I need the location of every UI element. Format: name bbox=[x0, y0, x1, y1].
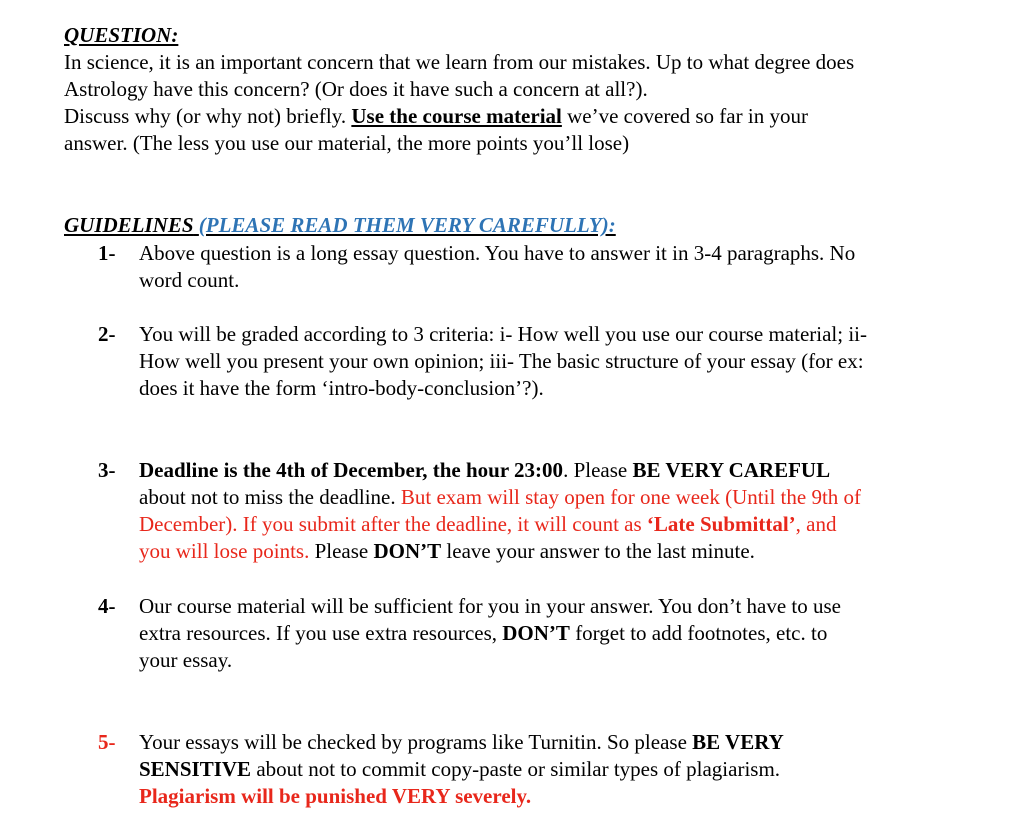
last-minute-text: leave your answer to the last minute. bbox=[446, 539, 755, 563]
guideline-3-line-2-start: about not to miss the deadline. bbox=[139, 485, 396, 509]
deadline-after: . Please bbox=[563, 458, 628, 482]
guideline-number: 2- bbox=[98, 322, 116, 346]
lose-points-note: you will lose points. bbox=[139, 539, 310, 563]
please-text: Please bbox=[314, 539, 369, 563]
dont-emphasis: DON’T bbox=[502, 621, 570, 645]
guideline-2-line-1: You will be graded according to 3 criteria: i- How well you use our course material; ii- bbox=[139, 322, 867, 346]
guideline-text bbox=[139, 593, 999, 674]
question-line-3-start: Discuss why (or why not) briefly. bbox=[64, 104, 347, 128]
guideline-5-line-1-start: Your essays will be checked by programs like Turnitin. So please bbox=[139, 730, 687, 754]
guideline-4-line-2-start: extra resources. If you use extra resources, bbox=[139, 621, 498, 645]
guideline-5-line-2 bbox=[139, 756, 999, 783]
question-line-3-end: we’ve covered so far in your bbox=[567, 104, 808, 128]
question-line-3 bbox=[64, 103, 994, 130]
guidelines-note: (PLEASE READ THEM VERY CAREFULLY): bbox=[198, 213, 616, 237]
guideline-number: 1- bbox=[98, 241, 116, 265]
sensitive-emphasis: SENSITIVE bbox=[139, 757, 252, 781]
guideline-text bbox=[139, 457, 999, 565]
dont-emphasis: DON’T bbox=[373, 539, 442, 563]
question-line-2: Astrology have this concern? (Or does it have such a concern at all?). bbox=[64, 77, 648, 101]
guidelines-heading bbox=[64, 212, 616, 239]
guideline-2-line-2: How well you present your own opinion; iii- The basic structure of your essay (for ex: bbox=[139, 349, 864, 373]
guideline-3-line-2 bbox=[139, 484, 999, 511]
late-submit-note: December). If you submit after the deadline, it will count as bbox=[139, 512, 642, 536]
course-material-emphasis: Use the course material bbox=[351, 104, 562, 128]
guideline-number: 5- bbox=[98, 730, 116, 754]
guideline-1-line-1: Above question is a long essay question. You have to answer it in 3-4 paragraphs. No bbox=[139, 241, 856, 265]
guideline-number: 4- bbox=[98, 594, 116, 618]
guideline-3-line-4 bbox=[139, 538, 999, 565]
exam-open-note: But exam will stay open for one week (Until the 9th of bbox=[400, 485, 862, 509]
deadline-text: Deadline is the 4th of December, the hour 23:00 bbox=[139, 458, 564, 482]
guideline-3-line-3 bbox=[139, 511, 999, 538]
guideline-5-line-2-end: about not to commit copy-paste or similar types of plagiarism. bbox=[256, 757, 781, 781]
guideline-5-line-1 bbox=[139, 729, 999, 756]
late-submit-end: , and bbox=[795, 512, 837, 536]
guideline-text bbox=[139, 729, 999, 810]
guideline-4-line-2 bbox=[139, 620, 999, 647]
guideline-3-line-1 bbox=[139, 457, 999, 484]
question-heading bbox=[64, 22, 178, 49]
guideline-4-line-2-end: forget to add footnotes, etc. to bbox=[575, 621, 828, 645]
question-line-1: In science, it is an important concern that we learn from our mistakes. Up to what degree does bbox=[64, 50, 855, 74]
guidelines-heading-text: GUIDELINES bbox=[64, 213, 194, 237]
question-line-4: answer. (The less you use our material, the more points you’ll lose) bbox=[64, 131, 630, 155]
guideline-text bbox=[139, 240, 999, 294]
guideline-number: 3- bbox=[98, 458, 116, 482]
guideline-1-line-2: word count. bbox=[139, 268, 240, 292]
late-submittal-label: ‘Late Submittal’ bbox=[646, 512, 796, 536]
guideline-2-line-3: does it have the form ‘intro-body-conclusion’?). bbox=[139, 376, 544, 400]
guideline-text bbox=[139, 321, 999, 402]
guideline-4-line-1: Our course material will be sufficient for you in your answer. You don’t have to use bbox=[139, 594, 842, 618]
question-body bbox=[64, 49, 994, 157]
question-heading-text: QUESTION: bbox=[64, 23, 179, 47]
plagiarism-warning: Plagiarism will be punished VERY severely. bbox=[139, 784, 532, 808]
be-very-emphasis: BE VERY bbox=[692, 730, 784, 754]
be-very-careful: BE VERY CAREFUL bbox=[632, 458, 831, 482]
guideline-4-line-3: your essay. bbox=[139, 648, 233, 672]
